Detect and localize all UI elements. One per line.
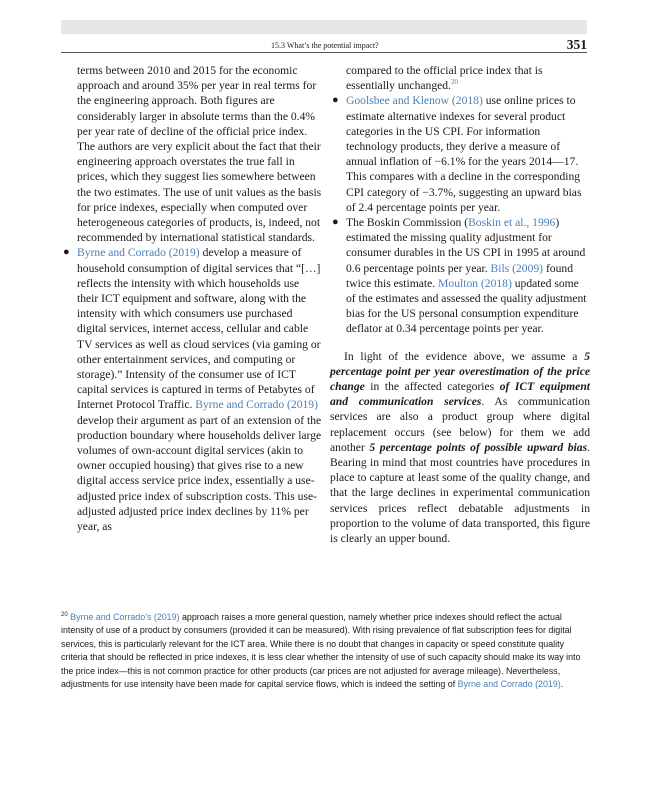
footnote bbox=[61, 611, 587, 691]
footnote-text: approach raises a more general question, namely whether price indexes should reflect the actual intensity of use of a product by consumers (provided it can be measured). With rising prevalence of flat subscription fees for digital services, this is particularly relevant for the ICT area. While there is no doubt that changes in capacity or speed constitute quality criteria that should be reflected in price indexes, it is less clear whether the intensity of use of such capacity should make its way into the price index—this is not common practice for other products (car prices are not adjusted for average mileage). Nevertheless, adjustments for use intensity have been made for capital service flows, which is indeed the setting of bbox=[61, 612, 581, 690]
citation-link[interactable]: Byrne and Corrado (2019) bbox=[195, 398, 318, 412]
page-number: 351 bbox=[566, 37, 587, 52]
citation-link[interactable]: Goolsbee and Klenow (2018) bbox=[346, 94, 483, 108]
bullet-icon: ● bbox=[332, 216, 339, 229]
citation-link[interactable]: Byrne and Corrado (2019) bbox=[457, 679, 561, 690]
continuation-text bbox=[330, 63, 590, 93]
header-band bbox=[61, 20, 587, 34]
footnote-mark: 20 bbox=[61, 612, 68, 619]
bullet-text: updated some of the estimates and assessed the quality adjustment bias for the US personal consumption expenditure deflator at 0.34 percentage points per year. bbox=[346, 276, 587, 336]
right-column bbox=[330, 63, 590, 546]
bullet-goolsbee-klenow bbox=[330, 93, 590, 215]
continuation-paragraph: terms between 2010 and 2015 for the economic approach and around 35% per year in real terms for the engineering approach. Both figures are considerably larger in absolute terms than the 0.4% per year rate of decline of the official price index. The authors are very explicit about the fact that their engineering approach overstates the true fall in prices, which they suggest lies somewhere between the two estimates. The use of unit values as the basis for price indexes, especially when computed over heterogeneous categories of products, is, indeed, not recommended by international statistical standards. bbox=[77, 64, 322, 245]
bullet-text: ) estimated the missing quality adjustment for consumer durables in the US CPI in 1995 at around 0.6 percentage points per year. bbox=[346, 216, 586, 275]
bullet-text: develop their argument as part of an extension of the production boundary where households deliver large volumes of own-account digital services (akin to owner occupied housing) that gives rise to a new digital access service price index, essentially a use-adjusted price index of subscription costs. This use-adjusted adjusted price index declines by 11% per year, as bbox=[77, 413, 322, 534]
footnote-text: . bbox=[560, 679, 564, 690]
footnote-reference[interactable]: 20 bbox=[450, 78, 458, 87]
citation-link[interactable]: Byrne and Corrado’s (2019) bbox=[70, 612, 180, 622]
citation-link[interactable]: Boskin et al., 1996 bbox=[468, 216, 556, 230]
bullet-text: The Boskin Commission ( bbox=[346, 216, 469, 230]
left-column bbox=[61, 63, 323, 534]
citation-link[interactable]: Byrne and Corrado (2019) bbox=[77, 246, 200, 260]
paragraph-text: in the affected categories bbox=[364, 380, 500, 394]
paragraph-text: In light of the evidence above, we assume a bbox=[344, 349, 585, 363]
bullet-byrne-corrado bbox=[61, 245, 323, 534]
bullet-icon: ● bbox=[63, 246, 70, 259]
citation-link[interactable]: Bils (2009) bbox=[490, 261, 544, 275]
paragraph-text: . As communication services are also a product group where digital replacement occurs (see below) for them we add another bbox=[330, 395, 590, 454]
running-title: 15.3 What’s the potential impact? bbox=[271, 41, 379, 50]
bullet-text: develop a measure of household consumption of digital services that “[…] reflects the intensity with which households use their ICT equipment and software, along with the intensity with which consumers use purchased digital services, internet access, cellular and cable TV services as well as cloud services (via gaming or other entertainment services, and computing or storage).” Intensity of the consumer use of ICT capital services is captured in terms of Petabytes of Internet Protocol Traffic. bbox=[77, 246, 321, 412]
continuation-sentence: compared to the official price index that is essentially unchanged. bbox=[346, 64, 543, 93]
assumption-paragraph bbox=[330, 349, 590, 547]
bullet-text: found twice this estimate. bbox=[346, 261, 573, 290]
bullet-boskin bbox=[330, 215, 590, 337]
header-rule bbox=[61, 52, 587, 53]
emphasis-text: of ICT equipment and communication services bbox=[330, 380, 591, 409]
paragraph-text: . Bearing in mind that most countries have procedures in place to capture at least some of the quality change, and that the large declines in experimental communication services prices reflect debatable adjustments in proportion to the volume of data transported, this figure is clearly an upper bound. bbox=[330, 440, 590, 546]
citation-link[interactable]: Moulton (2018) bbox=[438, 276, 512, 290]
emphasis-text: 5 percentage points of possible upward bias bbox=[369, 440, 588, 454]
bullet-icon: ● bbox=[332, 94, 339, 107]
bullet-text: use online prices to estimate alternative indexes for several product categories in the US CPI. For information technology products, they derive a measure of annual inflation of −6.1% for the years 2014—17. This compares with a decline in the corresponding CPI category of −3.7%, suggesting an upward bias of 2.4 percentage points per year. bbox=[346, 94, 582, 214]
emphasis-text: 5 percentage point per year overestimation of the price change bbox=[330, 349, 590, 394]
